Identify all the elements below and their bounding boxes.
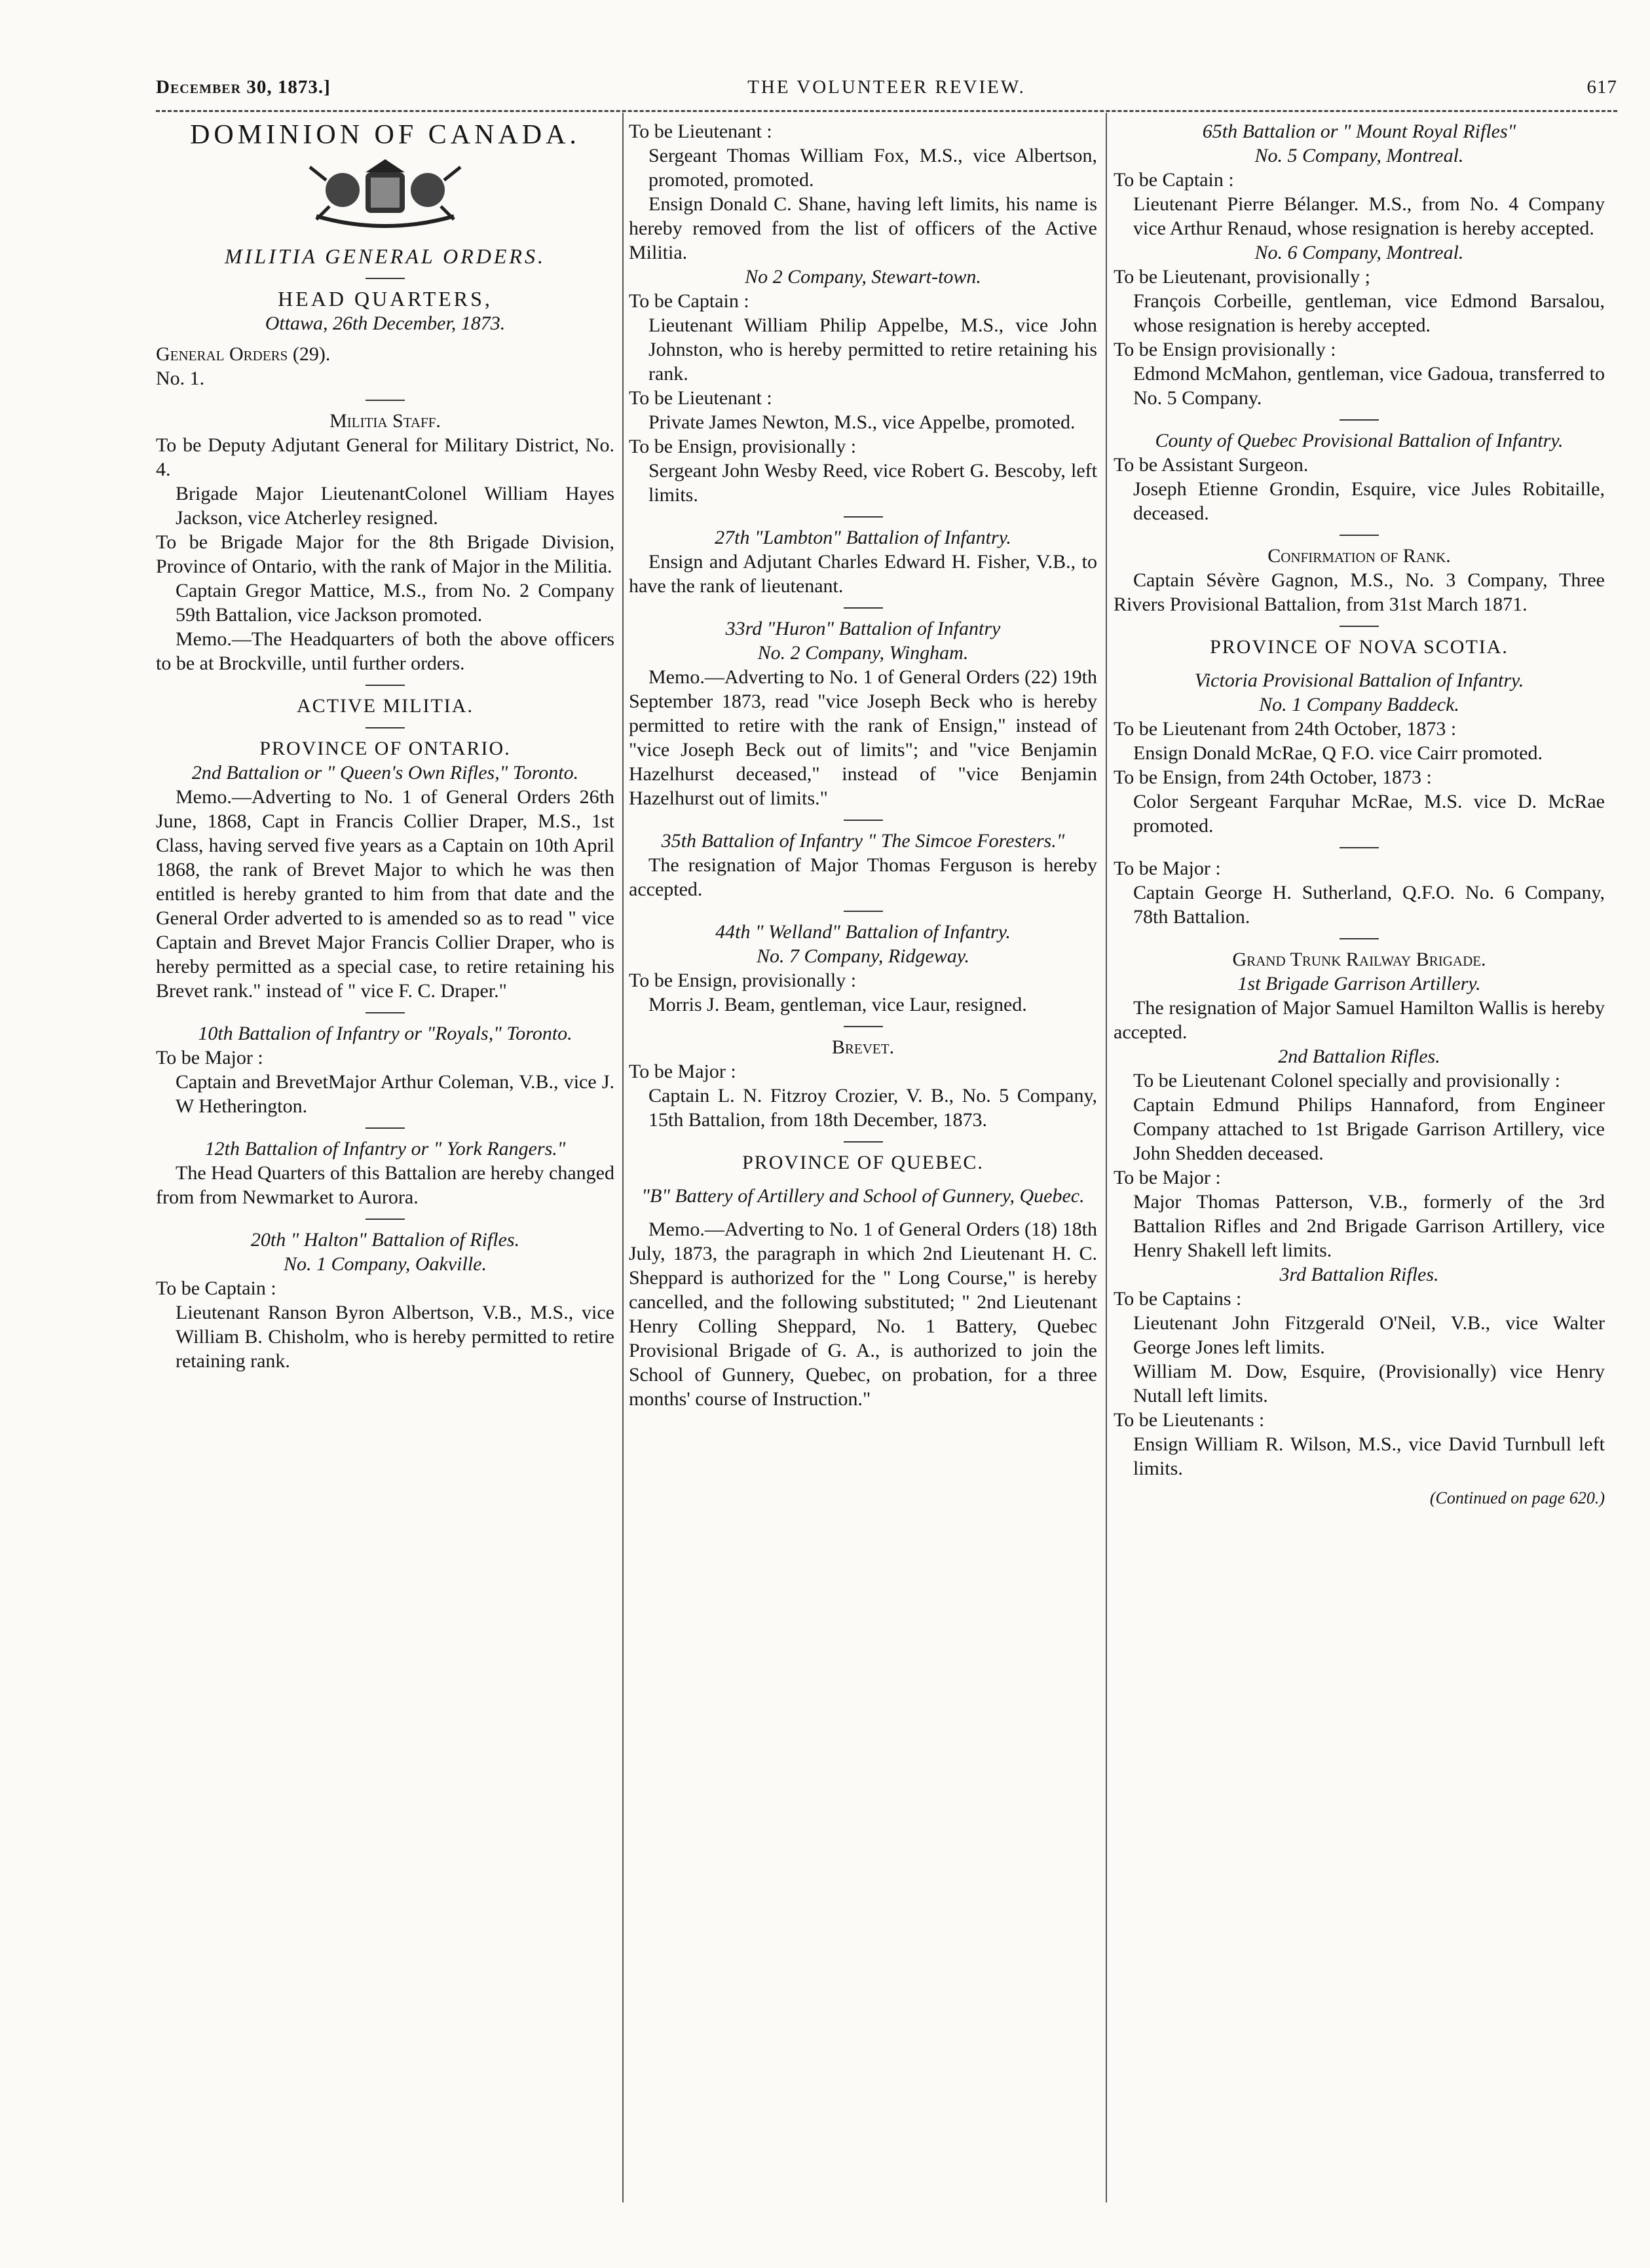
paragraph: Joseph Etienne Grondin, Esquire, vice Jules Robitaille, deceased. (1133, 478, 1605, 524)
order-number: No. 1. (156, 368, 205, 389)
paragraph: To be Major : (156, 1047, 263, 1068)
company-heading: No. 1 Company, Oakville. (284, 1253, 487, 1275)
paragraph: Ensign Donald C. Shane, having left limits, his name is hereby removed from the list of officers of the Active Militia. (629, 193, 1097, 263)
journal-title: THE VOLUNTEER REVIEW. (747, 77, 1026, 98)
paragraph: Morris J. Beam, gentleman, vice Laur, resigned. (648, 994, 1027, 1015)
column-divider (1106, 113, 1107, 2202)
paragraph: Captain Sévère Gagnon, M.S., No. 3 Company, Three Rivers Provisional Battalion, from 31st March 1871. (1114, 569, 1605, 615)
province-heading: PROVINCE OF QUEBEC. (742, 1152, 984, 1173)
general-orders: General Orders (29). (156, 343, 331, 365)
paragraph: To be Captain : (156, 1277, 276, 1299)
paragraph: Captain George H. Sutherland, Q.F.O. No. 6 Company, 78th Battalion. (1133, 882, 1605, 928)
paragraph: Edmond McMahon, gentleman, vice Gadoua, transferred to No. 5 Company. (1133, 363, 1605, 409)
paragraph: To be Lieutenants : (1114, 1409, 1265, 1431)
divider (366, 1219, 405, 1220)
section-heading: Militia Staff. (329, 410, 441, 432)
divider (366, 400, 405, 401)
paragraph: Captain and BrevetMajor Arthur Coleman, V.B., vice J. W Hetherington. (176, 1071, 614, 1117)
paragraph: Ensign Donald McRae, Q F.O. vice Cairr promoted. (1133, 742, 1543, 764)
company-heading: No. 7 Company, Ridgeway. (757, 945, 969, 967)
paragraph: Captain L. N. Fitzroy Crozier, V. B., No. 5 Company, 15th Battalion, from 18th December, 1873. (648, 1085, 1097, 1131)
paragraph: Private James Newton, M.S., vice Appelbe, promoted. (648, 411, 1076, 433)
paragraph: Lieutenant Pierre Bélanger. M.S., from No. 4 Company vice Arthur Renaud, whose resignation is hereby accepted. (1133, 193, 1605, 239)
paragraph: William M. Dow, Esquire, (Provisionally) vice Henry Nutall left limits. (1133, 1361, 1605, 1407)
battalion-heading: 65th Battalion or " Mount Royal Rifles" (1202, 121, 1516, 142)
paragraph: The resignation of Major Thomas Ferguson is hereby accepted. (629, 854, 1097, 900)
paragraph: To be Captains : (1114, 1288, 1242, 1310)
hq-heading: HEAD QUARTERS, (278, 287, 493, 311)
paragraph: To be Ensign, provisionally : (629, 436, 857, 457)
paragraph: To be Lieutenant Colonel specially and provisionally : (1133, 1070, 1560, 1091)
battalion-heading: 2nd Battalion Rifles. (1278, 1046, 1440, 1067)
paragraph: Memo.—Adverting to No. 1 of General Orders (18) 18th July, 1873, the paragraph in which 2nd Lieutenant H. C. Sheppard is authorized for the " Long Course," is hereby cancelled, and the following substituted; " 2nd Lieutenant Henry Colling Sheppard, No. 1 Battery, Quebec Provisional Brigade of G. A., is authorized to join the School of Gunnery, Quebec, on probation, for a three months' course of Instruction." (629, 1219, 1097, 1410)
divider (366, 278, 405, 279)
battalion-heading: 44th " Welland" Battalion of Infantry. (715, 921, 1011, 943)
paragraph: To be Major : (1114, 858, 1221, 879)
battalion-heading: "B" Battery of Artillery and School of Gunnery, Quebec. (641, 1185, 1085, 1207)
company-heading: No. 1 Company Baddeck. (1259, 694, 1459, 715)
dateline: Ottawa, 26th December, 1873. (265, 312, 506, 334)
divider (366, 685, 405, 686)
paragraph: Memo.—Adverting to No. 1 of General Orders (22) 19th September 1873, read "vice Joseph Beck who is hereby permitted to retire with the rank of Ensign," instead of "vice Joseph Beck out of limits"; and "vice Benjamin Hazelhurst deceased," instead of "vice Benjamin Hazelhurst out of limits." (629, 666, 1097, 809)
paragraph: Color Sergeant Farquhar McRae, M.S. vice D. McRae promoted. (1133, 791, 1605, 837)
divider (1340, 938, 1379, 939)
column-2 (629, 119, 1097, 2229)
paragraph: Lieutenant John Fitzgerald O'Neil, V.B., vice Walter George Jones left limits. (1133, 1312, 1605, 1358)
paragraph: Memo.—The Headquarters of both the above officers to be at Brockville, until further orders. (156, 628, 614, 674)
paragraph: To be Ensign, from 24th October, 1873 : (1114, 766, 1432, 788)
divider (844, 516, 883, 518)
paragraph: Major Thomas Patterson, V.B., formerly of the 3rd Battalion Rifles and 2nd Brigade Garrison Artillery, vice Henry Shakell left limits. (1133, 1191, 1605, 1261)
column-3 (1114, 119, 1605, 2229)
divider (844, 607, 883, 609)
divider (844, 820, 883, 821)
paragraph: Captain Edmund Philips Hannaford, from Engineer Company attached to 1st Brigade Garrison Artillery, vice John Shedden deceased. (1133, 1094, 1605, 1164)
paragraph: To be Ensign, provisionally : (629, 970, 857, 991)
section-heading: Grand Trunk Railway Brigade. (1232, 949, 1486, 970)
divider (844, 911, 883, 912)
paragraph: To be Assistant Surgeon. (1114, 454, 1309, 476)
paragraph: To be Captain : (1114, 169, 1234, 191)
issue-date: December 30, 1873.] (156, 77, 331, 98)
continued-note: (Continued on page 620.) (1429, 1488, 1605, 1507)
divider (1340, 847, 1379, 848)
divider (1340, 626, 1379, 627)
header-rule (156, 110, 1617, 112)
battalion-heading: County of Quebec Provisional Battalion of Infantry. (1155, 430, 1564, 451)
paragraph: Brigade Major LieutenantColonel William Hayes Jackson, vice Atcherley resigned. (176, 483, 614, 529)
section-heading: ACTIVE MILITIA. (297, 695, 474, 717)
battalion-heading: 10th Battalion of Infantry or "Royals," Toronto. (198, 1023, 572, 1044)
company-heading: No. 6 Company, Montreal. (1254, 242, 1464, 263)
divider (844, 1141, 883, 1143)
divider (366, 1012, 405, 1013)
province-heading: PROVINCE OF NOVA SCOTIA. (1210, 636, 1509, 658)
paragraph: Ensign and Adjutant Charles Edward H. Fisher, V.B., to have the rank of lieutenant. (629, 551, 1097, 597)
paragraph: Captain Gregor Mattice, M.S., from No. 2 Company 59th Battalion, vice Jackson promoted. (176, 580, 614, 626)
battalion-heading: 12th Battalion of Infantry or " York Rangers." (204, 1138, 566, 1160)
battalion-heading: 3rd Battalion Rifles. (1279, 1264, 1439, 1285)
paragraph: To be Deputy Adjutant General for Military District, No. 4. (156, 434, 614, 480)
company-heading: No 2 Company, Stewart-town. (745, 266, 981, 288)
divider (1340, 419, 1379, 421)
column-divider (622, 113, 624, 2202)
battalion-heading: 1st Brigade Garrison Artillery. (1237, 973, 1481, 994)
paragraph: To be Lieutenant from 24th October, 1873 : (1114, 718, 1457, 740)
paragraph: To be Major : (1114, 1167, 1221, 1188)
province-heading: PROVINCE OF ONTARIO. (259, 738, 511, 759)
paragraph: Memo.—Adverting to No. 1 of General Orders 26th June, 1868, Capt in Francis Collier Draper, M.S., 1st Class, having served five years as a Captain on 10th April 1868, the rank of Brevet Major to which he was then entitled is hereby granted to him from that date and the General Order adverted to is amended so as to read " vice Captain and Brevet Major Francis Collier Draper, who is hereby permitted as a special case, to retire retaining his Brevet rank." instead of " vice F. C. Draper." (156, 786, 614, 1002)
page-number: 617 (1586, 77, 1617, 98)
paragraph: To be Major : (629, 1061, 736, 1082)
paragraph: The resignation of Major Samuel Hamilton Wallis is hereby accepted. (1114, 997, 1605, 1043)
battalion-heading: 27th "Lambton" Battalion of Infantry. (715, 527, 1011, 548)
section-heading: Confirmation of Rank. (1267, 545, 1451, 567)
divider (844, 1026, 883, 1027)
battalion-heading: 33rd "Huron" Battalion of Infantry (725, 618, 1001, 639)
paragraph: Lieutenant William Philip Appelbe, M.S., vice John Johnston, who is hereby permitted to retire retaining his rank. (648, 314, 1097, 385)
paragraph: To be Lieutenant : (629, 387, 772, 409)
paragraph: To be Lieutenant : (629, 121, 772, 142)
divider (366, 1127, 405, 1129)
section-heading: Brevet. (831, 1036, 895, 1058)
battalion-heading: 20th " Halton" Battalion of Rifles. (250, 1229, 520, 1251)
paragraph: Ensign William R. Wilson, M.S., vice David Turnbull left limits. (1133, 1433, 1605, 1479)
page-header (156, 69, 1617, 108)
paragraph: The Head Quarters of this Battalion are hereby changed from from Newmarket to Aurora. (156, 1162, 614, 1208)
divider (1340, 535, 1379, 536)
paragraph: Sergeant John Wesby Reed, vice Robert G. Bescoby, left limits. (648, 460, 1097, 506)
column-1 (156, 119, 614, 2229)
coat-of-arms-icon (303, 154, 467, 233)
battalion-heading: 35th Battalion of Infantry " The Simcoe Foresters." (661, 830, 1065, 852)
paragraph: To be Captain : (629, 290, 749, 312)
paragraph: François Corbeille, gentleman, vice Edmond Barsalou, whose resignation is hereby accepted. (1133, 290, 1605, 336)
battalion-heading: 2nd Battalion or " Queen's Own Rifles," Toronto. (191, 762, 579, 784)
battalion-heading: Victoria Provisional Battalion of Infantry. (1194, 670, 1524, 691)
divider (366, 727, 405, 728)
paragraph: Sergeant Thomas William Fox, M.S., vice Albertson, promoted, promoted. (648, 145, 1097, 191)
orders-title: MILITIA GENERAL ORDERS. (225, 244, 546, 268)
paragraph: To be Brigade Major for the 8th Brigade Division, Province of Ontario, with the rank of Major in the Militia. (156, 531, 614, 577)
company-heading: No. 2 Company, Wingham. (757, 642, 969, 664)
paragraph: Lieutenant Ranson Byron Albertson, V.B., M.S., vice William B. Chisholm, who is hereby permitted to retire retaining rank. (176, 1302, 614, 1372)
masthead: DOMINION OF CANADA. (190, 120, 580, 150)
company-heading: No. 5 Company, Montreal. (1254, 145, 1464, 166)
paragraph: To be Ensign provisionally : (1114, 339, 1336, 360)
paragraph: To be Lieutenant, provisionally ; (1114, 266, 1370, 288)
